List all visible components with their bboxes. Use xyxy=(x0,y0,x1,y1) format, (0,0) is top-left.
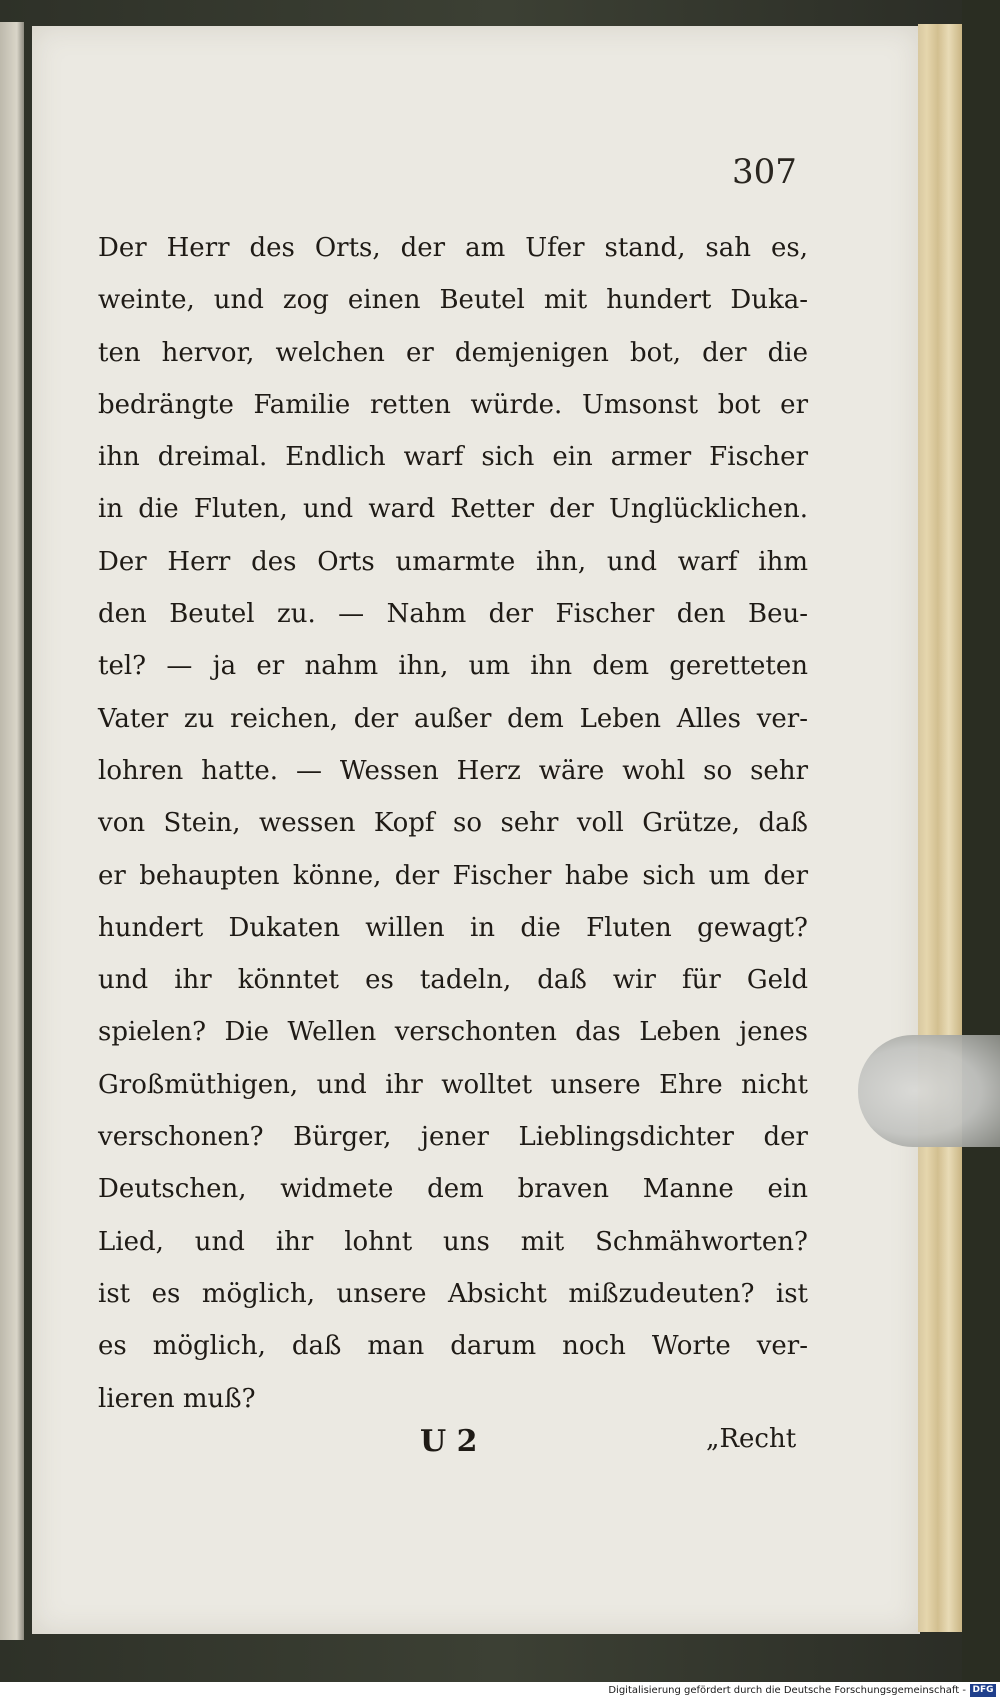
text-line: spielen? Die Wellen verschonten das Leben jenes xyxy=(98,1017,808,1048)
page-edges xyxy=(918,24,962,1632)
text-line: ten hervor, welchen er demjenigen bot, der die xyxy=(98,337,808,368)
text-line: hundert Dukaten willen in die Fluten gewagt? xyxy=(98,912,808,943)
text-line: ist es möglich, unsere Absicht mißzudeuten? ist xyxy=(98,1278,808,1309)
body-text xyxy=(98,222,808,1425)
page-number: 307 xyxy=(732,152,797,192)
scanner-border xyxy=(962,0,1000,1700)
text-line: bedrängte Familie retten würde. Umsonst bot er xyxy=(98,389,808,420)
text-line: Der Herr des Orts umarmte ihn, und warf ihm xyxy=(98,546,808,577)
text-line: ihn dreimal. Endlich warf sich ein armer Fischer xyxy=(98,442,808,473)
catchword: „Recht xyxy=(706,1424,797,1454)
text-line: in die Fluten, und ward Retter der Unglücklichen. xyxy=(98,494,808,525)
text-line: tel? — ja er nahm ihn, um ihn dem geretteten xyxy=(98,651,808,682)
signature-mark: U 2 xyxy=(420,1424,478,1459)
text-line: Lied, und ihr lohnt uns mit Schmähworten? xyxy=(98,1226,808,1257)
text-line: er behaupten könne, der Fischer habe sich um der xyxy=(98,860,808,891)
text-line: den Beutel zu. — Nahm der Fischer den Beu- xyxy=(98,599,808,630)
text-line: Der Herr des Orts, der am Ufer stand, sah es, xyxy=(98,233,808,263)
text-line: Vater zu reichen, der außer dem Leben Alles ver- xyxy=(98,703,808,734)
text-line: es möglich, daß man darum noch Worte ver- xyxy=(98,1331,808,1362)
text-line: lieren muß? xyxy=(98,1383,256,1414)
text-line: lohren hatte. — Wessen Herz wäre wohl so sehr xyxy=(98,755,808,786)
footer-credit: Digitalisierung gefördert durch die Deutsche Forschungsgemeinschaft - xyxy=(608,1685,966,1696)
text-line: von Stein, wessen Kopf so sehr voll Grütze, daß xyxy=(98,808,808,839)
text-line: weinte, und zog einen Beutel mit hundert Duka- xyxy=(98,285,808,316)
text-line: Deutschen, widmete dem braven Manne ein xyxy=(98,1174,808,1205)
dfg-logo: DFG xyxy=(970,1684,996,1697)
text-line: und ihr könntet es tadeln, daß wir für Geld xyxy=(98,965,808,996)
text-line: verschonen? Bürger, jener Lieblingsdichter der xyxy=(98,1122,808,1153)
text-line: Großmüthigen, und ihr wolltet unsere Ehre nicht xyxy=(98,1069,808,1100)
page-clip xyxy=(858,1035,1000,1147)
left-page-edge xyxy=(0,22,24,1640)
